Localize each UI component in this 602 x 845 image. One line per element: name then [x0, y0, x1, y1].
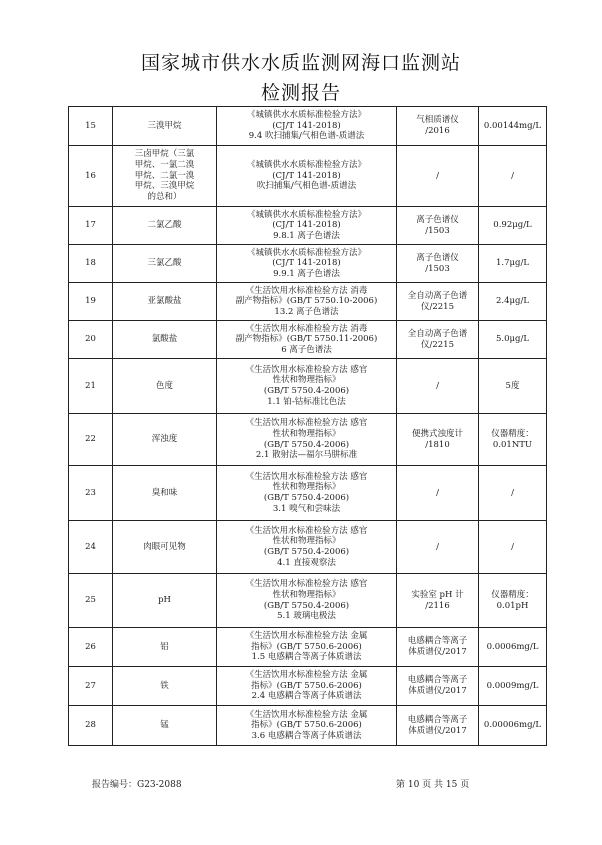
table-row: [69, 667, 547, 706]
table-row: [69, 466, 547, 521]
table-row: [69, 628, 547, 667]
instrument: /: [397, 359, 479, 414]
result-value: 0.00144mg/L: [479, 107, 547, 146]
test-method: 《生活饮用水标准检验方法 金属 指标》(GB/T 5750.6-2006) 2.4 电感耦合等离子体质谱法: [217, 667, 397, 706]
test-method: 《生活饮用水标准检验方法 感官 性状和物理指标》 (GB/T 5750.4-2006) 2.1 散射法—福尔马肼标准: [217, 414, 397, 466]
test-item: 三卤甲烷（三氯 甲烷、一氯二溴 甲烷、二氯一溴 甲烷、三溴甲烷 的总和）: [113, 146, 217, 207]
table-row: [69, 521, 547, 574]
test-method: 《城镇供水水质标准检验方法》 (CJ/T 141-2018) 9.9.1 离子色谱法: [217, 245, 397, 283]
result-value: 0.0009mg/L: [479, 667, 547, 706]
table-row: [69, 245, 547, 283]
test-method: 《城镇供水水质标准检验方法》 (CJ/T 141-2018) 吹扫捕集/气相色谱-质谱法: [217, 146, 397, 207]
instrument: 全自动离子色谱 仪/2215: [397, 283, 479, 321]
test-method: 《生活饮用水标准检验方法 金属 指标》(GB/T 5750.6-2006) 1.5 电感耦合等离子体质谱法: [217, 628, 397, 667]
table-row: [69, 414, 547, 466]
test-item: pH: [113, 574, 217, 628]
instrument: /: [397, 521, 479, 574]
result-value: /: [479, 521, 547, 574]
test-item: 铁: [113, 667, 217, 706]
table-row: [69, 207, 547, 245]
report-title: 检测报告: [260, 82, 341, 104]
test-method: 《城镇供水水质标准检验方法》 (CJ/T 141-2018) 9.8.1 离子色谱法: [217, 207, 397, 245]
test-item: 二氯乙酸: [113, 207, 217, 245]
row-number: 19: [69, 283, 113, 321]
table-row: [69, 283, 547, 321]
table-row: [69, 706, 547, 746]
result-value: 1.7μg/L: [479, 245, 547, 283]
instrument: /: [397, 466, 479, 521]
row-number: 21: [69, 359, 113, 414]
page-indicator: 第 10 页 共 15 页: [396, 780, 470, 790]
test-item: 三氯乙酸: [113, 245, 217, 283]
result-value: 仪器精度： 0.01pH: [479, 574, 547, 628]
table-row: [69, 359, 547, 414]
row-number: 22: [69, 414, 113, 466]
row-number: 18: [69, 245, 113, 283]
test-item: 锰: [113, 706, 217, 746]
row-number: 23: [69, 466, 113, 521]
row-number: 25: [69, 574, 113, 628]
instrument: 实验室 pH 计 /2116: [397, 574, 479, 628]
result-value: 仪器精度： 0.01NTU: [479, 414, 547, 466]
result-value: 0.00006mg/L: [479, 706, 547, 746]
test-method: 《生活饮用水标准检验方法 消毒 副产物指标》(GB/T 5750.10-2006) 13.2 离子色谱法: [217, 283, 397, 321]
test-method: 《生活饮用水标准检验方法 金属 指标》(GB/T 5750.6-2006) 3.6 电感耦合等离子体质谱法: [217, 706, 397, 746]
report-number: 报告编号：G23-2088: [92, 780, 182, 790]
row-number: 27: [69, 667, 113, 706]
instrument: 电感耦合等离子 体质谱仪/2017: [397, 667, 479, 706]
table-row: [69, 146, 547, 207]
table-row: [69, 321, 547, 359]
instrument: 便携式浊度计 /1810: [397, 414, 479, 466]
results-table: [68, 106, 547, 746]
test-method: 《生活饮用水标准检验方法 感官 性状和物理指标》 (GB/T 5750.4-2006) 5.1 玻璃电极法: [217, 574, 397, 628]
test-item: 肉眼可见物: [113, 521, 217, 574]
result-value: /: [479, 466, 547, 521]
test-item: 浑浊度: [113, 414, 217, 466]
row-number: 16: [69, 146, 113, 207]
row-number: 20: [69, 321, 113, 359]
row-number: 26: [69, 628, 113, 667]
instrument: 全自动离子色谱 仪/2215: [397, 321, 479, 359]
instrument: 电感耦合等离子 体质谱仪/2017: [397, 628, 479, 667]
result-value: /: [479, 146, 547, 207]
test-item: 三溴甲烷: [113, 107, 217, 146]
row-number: 15: [69, 107, 113, 146]
test-method: 《城镇供水水质标准检验方法》 (CJ/T 141-2018) 9.4 吹扫捕集/气相色谱-质谱法: [217, 107, 397, 146]
table-row: [69, 107, 547, 146]
row-number: 24: [69, 521, 113, 574]
test-item: 臭和味: [113, 466, 217, 521]
result-value: 5.0μg/L: [479, 321, 547, 359]
table-row: [69, 574, 547, 628]
test-item: 氯酸盐: [113, 321, 217, 359]
instrument: 气相质谱仪 /2016: [397, 107, 479, 146]
instrument: 离子色谱仪 /1503: [397, 245, 479, 283]
report-org-title: 国家城市供水水质监测网海口监测站: [140, 52, 461, 74]
instrument: 离子色谱仪 /1503: [397, 207, 479, 245]
result-value: 0.0006mg/L: [479, 628, 547, 667]
row-number: 17: [69, 207, 113, 245]
test-method: 《生活饮用水标准检验方法 感官 性状和物理指标》 (GB/T 5750.4-2006) 1.1 铂-钴标准比色法: [217, 359, 397, 414]
result-value: 2.4μg/L: [479, 283, 547, 321]
instrument: 电感耦合等离子 体质谱仪/2017: [397, 706, 479, 746]
result-value: 0.92μg/L: [479, 207, 547, 245]
test-item: 铝: [113, 628, 217, 667]
instrument: /: [397, 146, 479, 207]
test-item: 亚氯酸盐: [113, 283, 217, 321]
test-method: 《生活饮用水标准检验方法 感官 性状和物理指标》 (GB/T 5750.4-2006) 3.1 嗅气和尝味法: [217, 466, 397, 521]
test-method: 《生活饮用水标准检验方法 消毒 副产物指标》(GB/T 5750.11-2006) 6 离子色谱法: [217, 321, 397, 359]
test-method: 《生活饮用水标准检验方法 感官 性状和物理指标》 (GB/T 5750.4-2006) 4.1 直接观察法: [217, 521, 397, 574]
row-number: 28: [69, 706, 113, 746]
test-item: 色度: [113, 359, 217, 414]
result-value: 5度: [479, 359, 547, 414]
